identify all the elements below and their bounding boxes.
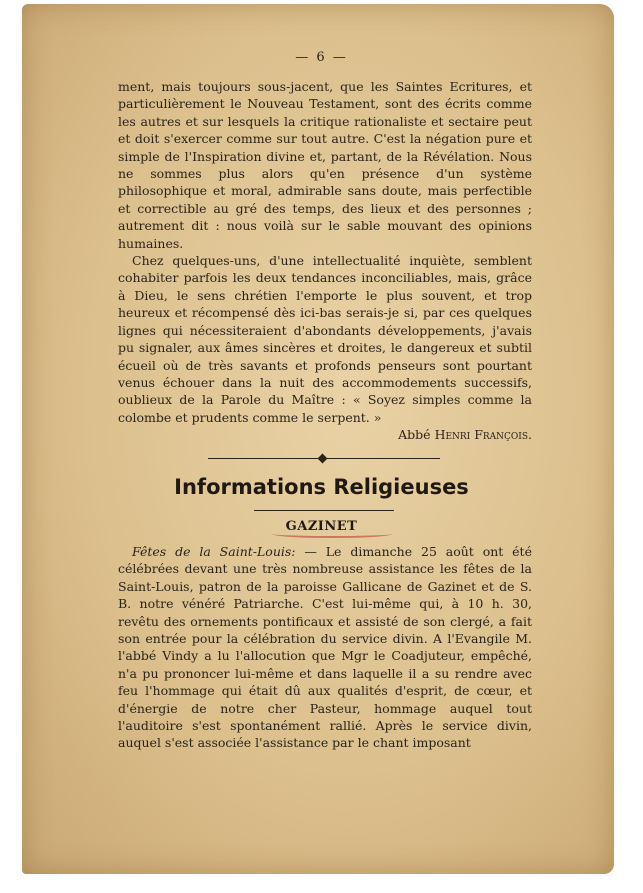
paragraph-1: ment, mais toujours sous-jacent, que les Saintes Ecritures, et particulièrement le Nouveau Testament, sont des écrits comme les autres et sur lesquels la critique rationaliste et sectaire peut et doit s'exercer comme sur tout autre. C'est la négation pure et simple de l'Inspiration divine et, partant, de la Révélation. Nous ne sommes plus alors qu'en présence d'un système philosophique et moral, admirable sans doute, mais perfectible et correctible au gré des temps, des lieux et des personnes ; autrement dit : nous voilà sur le sable mouvant des opinions humaines. xyxy=(118,79,532,251)
paragraph-2: Chez quelques-uns, d'une intellectualité inquiète, semblent cohabiter parfois les deux tendances inconciliables, mais, grâce à Dieu, le sens chrétien l'emporte le plus souvent, et trop heureux et récompensé dès ici-bas serais-je si, par ces quelques lignes qui nécessiteraient d'abondants développements, j'avais pu signaler, aux âmes sincères et droites, le dangereux et subtil écueil où de très savants et profonds penseurs sont pourtant venus échouer dans la nuit des accommodements successifs, oublieux de la Parole du Maître : « Soyez simples comme la colombe et prudents comme le serpent. » xyxy=(118,253,532,425)
article-lead: Fêtes de la Saint-Louis: xyxy=(132,544,296,559)
article-text xyxy=(118,543,532,752)
page-number: — 6 — xyxy=(295,50,348,65)
red-pen-underline xyxy=(272,530,392,538)
body-text-top xyxy=(118,78,532,444)
title-rule xyxy=(254,510,394,511)
article-paragraph xyxy=(118,543,532,752)
signature-prefix: Abbé xyxy=(398,427,435,443)
article-body: — Le dimanche 25 août ont été célébrées devant une très nombreuse assistance les fêtes de la Saint-Louis, patron de la paroisse Gallicane de Gazinet et de S. B. notre vénéré Patriarche. C'est lui-même qui, à 10 h. 30, revêtu des ornements pontificaux et assisté de son clergé, a fait son entrée pour la célébration du service divin. A l'Evangile M. l'abbé Vindy a lu l'allocution que Mgr le Coadjuteur, empêché, n'a pu prononcer lui-même et dans laquelle il a su rendre avec feu l'hommage qui était dû aux qualités d'esprit, de cœur, et d'énergie de notre cher Pasteur, hommage auquel tout l'auditoire s'est spontanément rallié. Après le service divin, auquel s'est associée l'assistance par le chant imposant xyxy=(118,544,532,751)
signature xyxy=(118,426,532,443)
subsection-title: GAZINET xyxy=(285,519,358,534)
ornamental-divider xyxy=(208,455,440,463)
signature-name: Henri François. xyxy=(434,427,532,443)
divider-diamond-icon xyxy=(318,454,328,464)
section-title: Informations Religieuses xyxy=(174,475,469,499)
